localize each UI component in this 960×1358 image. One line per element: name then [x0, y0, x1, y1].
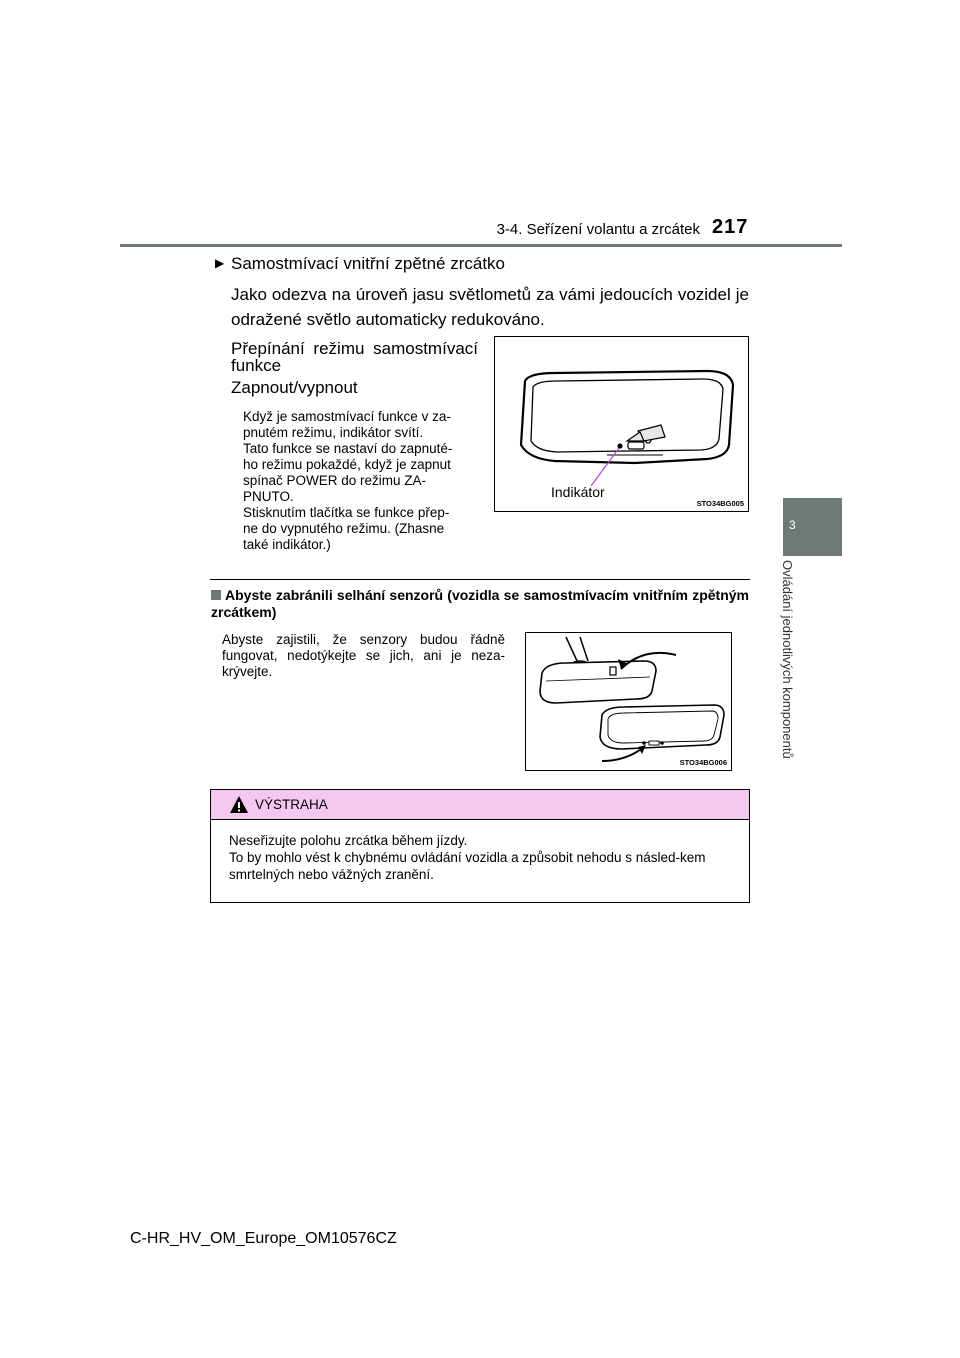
- sensor-heading-text: Abyste zabránili selhání senzorů (vozidla se samostmívacím vnitřním zpětným zrcátkem): [211, 587, 749, 620]
- sensor-heading: [211, 587, 749, 621]
- desc-line: také indikátor.): [243, 537, 331, 552]
- sensor-body: Abyste zajistili, že senzory budou řádně fungovat, nedotýkejte se jich, ani je neza-krývejte.: [222, 632, 505, 679]
- section-divider: [210, 579, 750, 580]
- desc-line: PNUTO.: [243, 489, 294, 504]
- warning-line: Neseřizujte polohu zrcátka během jízdy.: [229, 833, 468, 848]
- desc-line: ne do vypnutého režimu. (Zhasne: [243, 521, 445, 536]
- warning-body: [229, 832, 741, 883]
- warning-header: [211, 790, 749, 820]
- mirror-figure: [494, 336, 749, 512]
- figure-code: STO34BG006: [679, 758, 727, 767]
- indicator-label: Indikátor: [551, 484, 605, 500]
- chapter-number: 3: [789, 518, 796, 532]
- mirror-intro: Jako odezva na úroveň jasu světlometů za vámi jedoucích vozidel je odražené světlo automaticky redukováno.: [231, 285, 749, 329]
- warning-line: To by mohlo vést k chybnému ovládání vozidla a způsobit nehodu s násled-kem smrtelných nebo vážných zranění.: [229, 850, 706, 882]
- chapter-tab: [783, 498, 842, 556]
- square-bullet-icon: [211, 590, 221, 600]
- page-number: 217: [712, 216, 749, 238]
- mode-title-line2: funkce: [231, 356, 282, 375]
- document-code: C-HR_HV_OM_Europe_OM10576CZ: [130, 1230, 397, 1247]
- desc-line: Stisknutím tlačítka se funkce přep-: [243, 505, 450, 520]
- chapter-title-wrap: [770, 560, 820, 800]
- mirror-illustration: [495, 337, 748, 511]
- mode-description: [243, 409, 478, 553]
- desc-line: Když je samostmívací funkce v za-: [243, 409, 451, 424]
- warning-triangle-icon: [229, 795, 249, 814]
- chapter-title: Ovládání jednotlivých komponentů: [780, 560, 795, 759]
- warning-title: VÝSTRAHA: [255, 797, 328, 812]
- desc-line: Tato funkce se nastaví do zapnuté-: [243, 441, 453, 456]
- sensor-illustration: [526, 633, 731, 770]
- on-off-label: Zapnout/vypnout: [231, 378, 358, 397]
- mirror-bullet-title: [215, 254, 505, 274]
- section-title: 3-4. Seřízení volantu a zrcátek: [496, 221, 700, 238]
- mode-title-line1: Přepínání režimu samostmívací: [231, 339, 478, 358]
- warning-box: [210, 789, 750, 903]
- desc-line: pnutém režimu, indikátor svítí.: [243, 425, 424, 440]
- desc-line: ho režimu pokaždé, když je zapnut: [243, 457, 451, 472]
- header-rule: [120, 244, 842, 247]
- mirror-title-text: Samostmívací vnitřní zpětné zrcátko: [231, 254, 505, 273]
- sensor-figure: [525, 632, 732, 771]
- figure-code: STO34BG005: [696, 499, 744, 508]
- desc-line: spínač POWER do režimu ZA-: [243, 473, 427, 488]
- bullet-arrow-icon: ▶: [215, 256, 225, 270]
